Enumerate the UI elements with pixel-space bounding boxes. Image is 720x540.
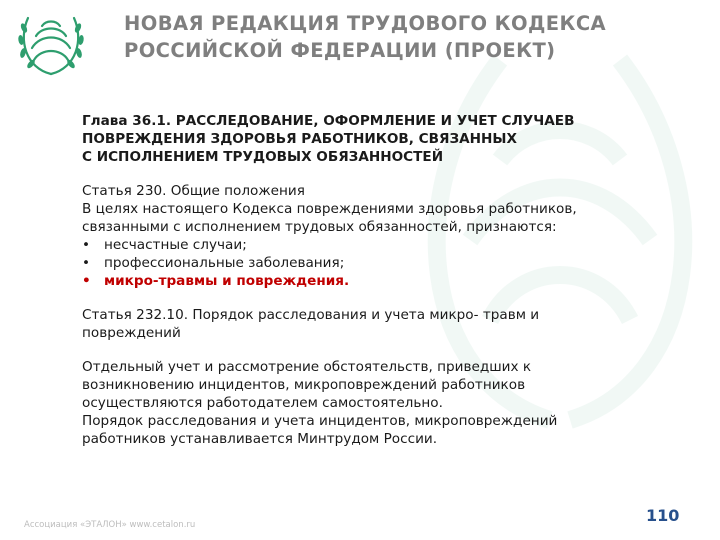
bullet-marker: • <box>82 273 91 289</box>
article-230-heading: Статья 230. Общие положения <box>82 183 305 199</box>
page-title <box>124 10 714 64</box>
paragraph-line: Отдельный учет и рассмотрение обстоятельств, приведших к <box>82 359 532 375</box>
slide-content <box>82 112 682 464</box>
paragraph-line: осуществляются работодателем самостоятельно. <box>82 395 443 411</box>
list-item-highlighted <box>82 272 682 290</box>
article-230 <box>82 182 682 290</box>
list-item <box>82 254 682 272</box>
list-item-text: несчастные случаи; <box>104 237 247 253</box>
article-232-10-heading: Статья 232.10. Порядок расследования и учета микро- травм и <box>82 307 540 323</box>
list-item-text: микро-травмы и повреждения. <box>104 273 350 289</box>
chapter-line: ПОВРЕЖДЕНИЯ ЗДОРОВЬЯ РАБОТНИКОВ, СВЯЗАННЫХ <box>82 131 517 147</box>
article-230-text: В целях настоящего Кодекса повреждениями здоровья работников, <box>82 201 577 217</box>
paragraph-line: Порядок расследования и учета инцидентов, микроповреждений <box>82 413 558 429</box>
bullet-list <box>82 236 682 290</box>
title-line-2: РОССИЙСКОЙ ФЕДЕРАЦИИ (ПРОЕКТ) <box>124 39 556 62</box>
bullet-marker: • <box>82 237 91 253</box>
chapter-line: С ИСПОЛНЕНИЕМ ТРУДОВЫХ ОБЯЗАННОСТЕЙ <box>82 149 444 165</box>
page-number: 110 <box>646 506 680 525</box>
paragraph-line: возникновению инцидентов, микроповреждений работников <box>82 377 526 393</box>
chapter-line: Глава 36.1. РАССЛЕДОВАНИЕ, ОФОРМЛЕНИЕ И УЧЕТ СЛУЧАЕВ <box>82 113 575 129</box>
bullet-marker: • <box>82 255 91 271</box>
paragraph-line: работников устанавливается Минтрудом России. <box>82 431 438 447</box>
laurel-wreath-emblem-icon <box>14 8 88 78</box>
article-232-10 <box>82 306 682 342</box>
list-item <box>82 236 682 254</box>
article-230-text: связанными с исполнением трудовых обязанностей, признаются: <box>82 219 557 235</box>
title-line-1: НОВАЯ РЕДАКЦИЯ ТРУДОВОГО КОДЕКСА <box>124 12 607 35</box>
list-item-text: профессиональные заболевания; <box>104 255 345 271</box>
chapter-heading <box>82 112 682 166</box>
body-paragraph <box>82 358 682 448</box>
footer-organization: Ассоциация «ЭТАЛОН» www.cetalon.ru <box>24 520 196 530</box>
article-232-10-heading: повреждений <box>82 325 181 341</box>
